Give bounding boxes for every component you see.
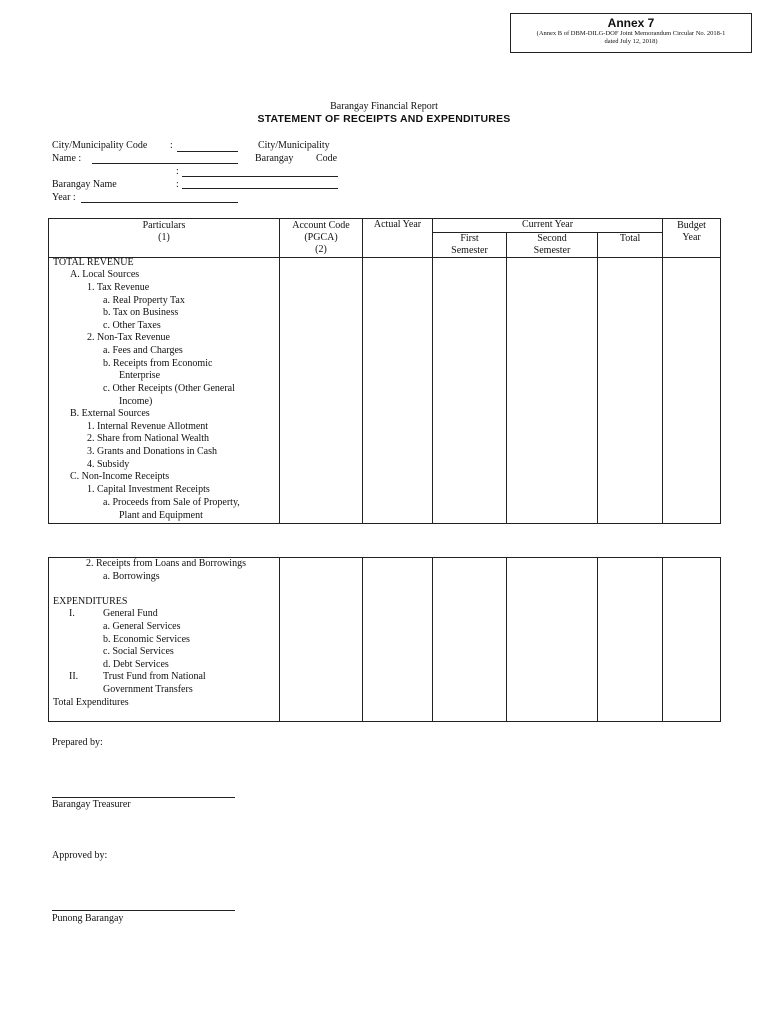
- list-item: Enterprise: [119, 370, 161, 381]
- annex-box: [510, 13, 752, 53]
- list-item: Income): [119, 396, 153, 407]
- particulars-cell: [49, 258, 280, 524]
- current-year-header: [433, 219, 663, 233]
- budget-year-label-1: Budget: [677, 220, 706, 231]
- barangay-name-field[interactable]: [182, 188, 338, 189]
- list-item: B. External Sources: [70, 408, 150, 419]
- name-label: Name :: [52, 153, 82, 164]
- particulars-header: [49, 219, 280, 258]
- list-item: C. Non-Income Receipts: [70, 471, 170, 482]
- first-semester-header: [433, 233, 507, 258]
- total-header: [598, 233, 663, 258]
- particulars-header-label: Particulars: [142, 220, 186, 231]
- list-item: EXPENDITURES: [53, 596, 128, 607]
- account-code-cell[interactable]: [280, 258, 363, 524]
- first-semester-label-2: Semester: [451, 245, 488, 256]
- list-item: Total Expenditures: [53, 697, 129, 708]
- account-code-header: [280, 219, 363, 258]
- year-label: Year :: [52, 192, 76, 203]
- list-item: c. Other Taxes: [103, 320, 161, 331]
- list-item: c. Other Receipts (Other General: [103, 383, 235, 394]
- actual-year-cell[interactable]: [363, 258, 433, 524]
- list-item: c. Social Services: [103, 646, 174, 657]
- first-semester-label-1: First: [460, 233, 479, 244]
- list-item: General Fund: [103, 608, 158, 619]
- actual-year-label: Actual Year: [373, 219, 422, 230]
- year-field[interactable]: [81, 202, 238, 203]
- list-item: d. Debt Services: [103, 659, 169, 670]
- list-item: 2. Share from National Wealth: [87, 433, 210, 444]
- list-item: a. Proceeds from Sale of Property,: [103, 497, 240, 508]
- barangay-name-label: Barangay Name: [52, 179, 117, 190]
- second-semester-cell[interactable]: [507, 258, 598, 524]
- list-item: a. Fees and Charges: [103, 345, 183, 356]
- list-item: A. Local Sources: [70, 269, 140, 280]
- first-semester-cell[interactable]: [433, 258, 507, 524]
- list-item: Plant and Equipment: [119, 510, 203, 521]
- list-item: a. General Services: [103, 621, 181, 632]
- list-item: 3. Grants and Donations in Cash: [87, 446, 217, 457]
- list-item: 1. Tax Revenue: [87, 282, 150, 293]
- total-cell[interactable]: [598, 558, 663, 722]
- treasurer-signature-line[interactable]: [52, 797, 235, 798]
- list-item: b. Economic Services: [103, 634, 190, 645]
- list-item: a. Borrowings: [103, 571, 160, 582]
- actual-year-header: [363, 219, 433, 258]
- current-year-label: Current Year: [521, 219, 574, 230]
- list-item: 1. Capital Investment Receipts: [87, 484, 210, 495]
- punong-signature-line[interactable]: [52, 910, 235, 911]
- code-label: Code: [316, 153, 338, 164]
- account-code-cell[interactable]: [280, 558, 363, 722]
- total-label: Total: [619, 233, 641, 244]
- approved-by-label: Approved by:: [52, 850, 108, 861]
- account-code-header-num: (2): [315, 244, 327, 255]
- city-code-label: City/Municipality Code: [52, 140, 148, 151]
- list-item: Trust Fund from National: [103, 671, 206, 682]
- second-semester-label-2: Semester: [533, 245, 571, 256]
- account-code-header-label: Account Code: [292, 220, 350, 231]
- barangay-code-label: Barangay: [255, 153, 294, 164]
- barangay-code-colon: :: [176, 166, 179, 177]
- second-semester-header: [507, 233, 598, 258]
- list-item: 2. Non-Tax Revenue: [87, 332, 170, 343]
- budget-year-cell[interactable]: [663, 258, 721, 524]
- city-code-colon: :: [170, 140, 173, 151]
- list-item: I.: [69, 608, 75, 619]
- list-item: TOTAL REVENUE: [53, 257, 134, 268]
- name-field[interactable]: [92, 163, 238, 164]
- particulars-cell: [49, 558, 280, 722]
- budget-year-header: [663, 219, 721, 258]
- account-code-header-sub: (PGCA): [304, 232, 338, 243]
- list-item: b. Tax on Business: [103, 307, 179, 318]
- barangay-code-field[interactable]: [182, 176, 338, 177]
- annex-subtitle-line1: (Annex B of DBM-DILG-DOF Joint Memorandum Circular No. 2018-1: [536, 30, 726, 37]
- list-item: 4. Subsidy: [87, 459, 130, 470]
- receipts-table: [48, 218, 721, 524]
- list-item: Government Transfers: [103, 684, 193, 695]
- annex-title: Annex 7: [607, 16, 655, 30]
- prepared-by-label: Prepared by:: [52, 737, 103, 748]
- barangay-name-colon: :: [176, 179, 179, 190]
- list-item: a. Real Property Tax: [103, 295, 185, 306]
- punong-label: Punong Barangay: [52, 913, 124, 924]
- budget-year-label-2: Year: [682, 232, 701, 243]
- report-title: STATEMENT OF RECEIPTS AND EXPENDITURES: [257, 113, 511, 125]
- city-mun-label: City/Municipality: [258, 140, 330, 151]
- particulars-header-num: (1): [158, 232, 170, 243]
- second-semester-cell[interactable]: [507, 558, 598, 722]
- list-item: 1. Internal Revenue Allotment: [87, 421, 209, 432]
- expenditures-table: [48, 557, 721, 722]
- annex-subtitle-line2: dated July 12, 2018): [604, 38, 658, 45]
- budget-year-cell[interactable]: [663, 558, 721, 722]
- list-item: b. Receipts from Economic: [103, 358, 213, 369]
- second-semester-label-1: Second: [537, 233, 567, 244]
- first-semester-cell[interactable]: [433, 558, 507, 722]
- city-code-field[interactable]: [177, 151, 238, 152]
- list-item: II.: [69, 671, 79, 682]
- total-cell[interactable]: [598, 258, 663, 524]
- actual-year-cell[interactable]: [363, 558, 433, 722]
- treasurer-label: Barangay Treasurer: [52, 799, 131, 810]
- list-item: 2. Receipts from Loans and Borrowings: [86, 558, 246, 569]
- report-type: Barangay Financial Report: [330, 101, 438, 112]
